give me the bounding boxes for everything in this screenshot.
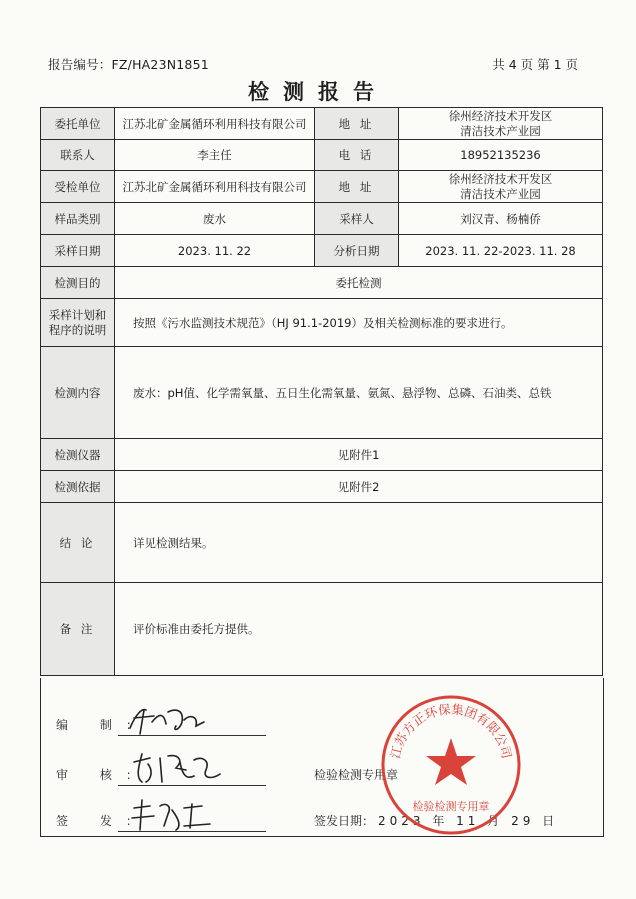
seal-ring-text: 江苏方正环保集团有限公司 [387, 701, 515, 761]
page-indicator: 共 4 页 第 1 页 [492, 57, 578, 72]
analysis-date-value: 2023. 11. 22-2023. 11. 28 [399, 235, 603, 267]
content-value: 废水：pH值、化学需氧量、五日生化需氧量、氨氮、悬浮物、总磷、石油类、总铁 [115, 347, 603, 439]
contact-value: 李主任 [115, 140, 315, 171]
compile-signature-graphic [124, 700, 214, 738]
instrument-value: 见附件1 [115, 439, 603, 471]
issue-date-label: 签发日期： [314, 814, 375, 828]
client-address-label: 地 址 [315, 108, 399, 140]
issue-date-value: 2023 年 11 月 29 日 [378, 814, 559, 828]
client-address-value: 徐州经济技术开发区 清洁技术产业园 [399, 108, 603, 140]
row-remarks [41, 583, 603, 676]
inspected-address-label: 地 址 [315, 171, 399, 203]
phone-label: 电 话 [315, 140, 399, 171]
sample-type-label: 样品类别 [41, 203, 115, 235]
sampling-plan-value: 按照《污水监测技术规范》（HJ 91.1-2019）及相关检测标准的要求进行。 [115, 299, 603, 347]
contact-label: 联系人 [41, 140, 115, 171]
conclusion-label: 结 论 [41, 503, 115, 583]
basis-label: 检测依据 [41, 471, 115, 503]
content-label: 检测内容 [41, 347, 115, 439]
conclusion-value: 详见检测结果。 [115, 503, 603, 583]
sampler-value: 刘汉青、杨楠侨 [399, 203, 603, 235]
approve-signature-graphic [126, 796, 222, 834]
seal-label: 检验检测专用章 [314, 768, 399, 782]
row-sampling-plan [41, 299, 603, 347]
basis-value: 见附件2 [115, 471, 603, 503]
sampling-plan-label: 采样计划和 程序的说明 [41, 299, 115, 347]
review-signature-graphic [128, 748, 228, 788]
client-value: 江苏北矿金属循环利用科技有限公司 [115, 108, 315, 140]
row-client [41, 108, 603, 140]
report-number: 报告编号：FZ/HA23N1851 [48, 57, 209, 72]
review-label: 审 核： [56, 768, 152, 782]
row-sample-type [41, 203, 603, 235]
row-basis [41, 471, 603, 503]
purpose-label: 检测目的 [41, 267, 115, 299]
row-content [41, 347, 603, 439]
analysis-date-label: 分析日期 [315, 235, 399, 267]
phone-value: 18952135236 [399, 140, 603, 171]
inspected-value: 江苏北矿金属循环利用科技有限公司 [115, 171, 315, 203]
sampler-label: 采样人 [315, 203, 399, 235]
sampling-date-value: 2023. 11. 22 [115, 235, 315, 267]
inspected-address-value: 徐州经济技术开发区 清洁技术产业园 [399, 171, 603, 203]
instrument-label: 检测仪器 [41, 439, 115, 471]
report-info-table [40, 107, 603, 676]
client-label: 委托单位 [41, 108, 115, 140]
sample-type-value: 废水 [115, 203, 315, 235]
inspected-label: 受检单位 [41, 171, 115, 203]
remarks-label: 备 注 [41, 583, 115, 676]
sampling-date-label: 采样日期 [41, 235, 115, 267]
report-title: 检测报告 [248, 80, 388, 104]
row-contact [41, 140, 603, 171]
row-purpose [41, 267, 603, 299]
official-seal [376, 690, 526, 840]
row-dates [41, 235, 603, 267]
row-conclusion [41, 503, 603, 583]
remarks-value: 评价标准由委托方提供。 [115, 583, 603, 676]
purpose-value: 委托检测 [115, 267, 603, 299]
row-instrument [41, 439, 603, 471]
compile-label: 编 制： [56, 718, 152, 732]
row-inspected [41, 171, 603, 203]
approve-label: 签 发： [56, 814, 152, 828]
seal-inner-text: 检验检测专用章 [412, 800, 490, 813]
